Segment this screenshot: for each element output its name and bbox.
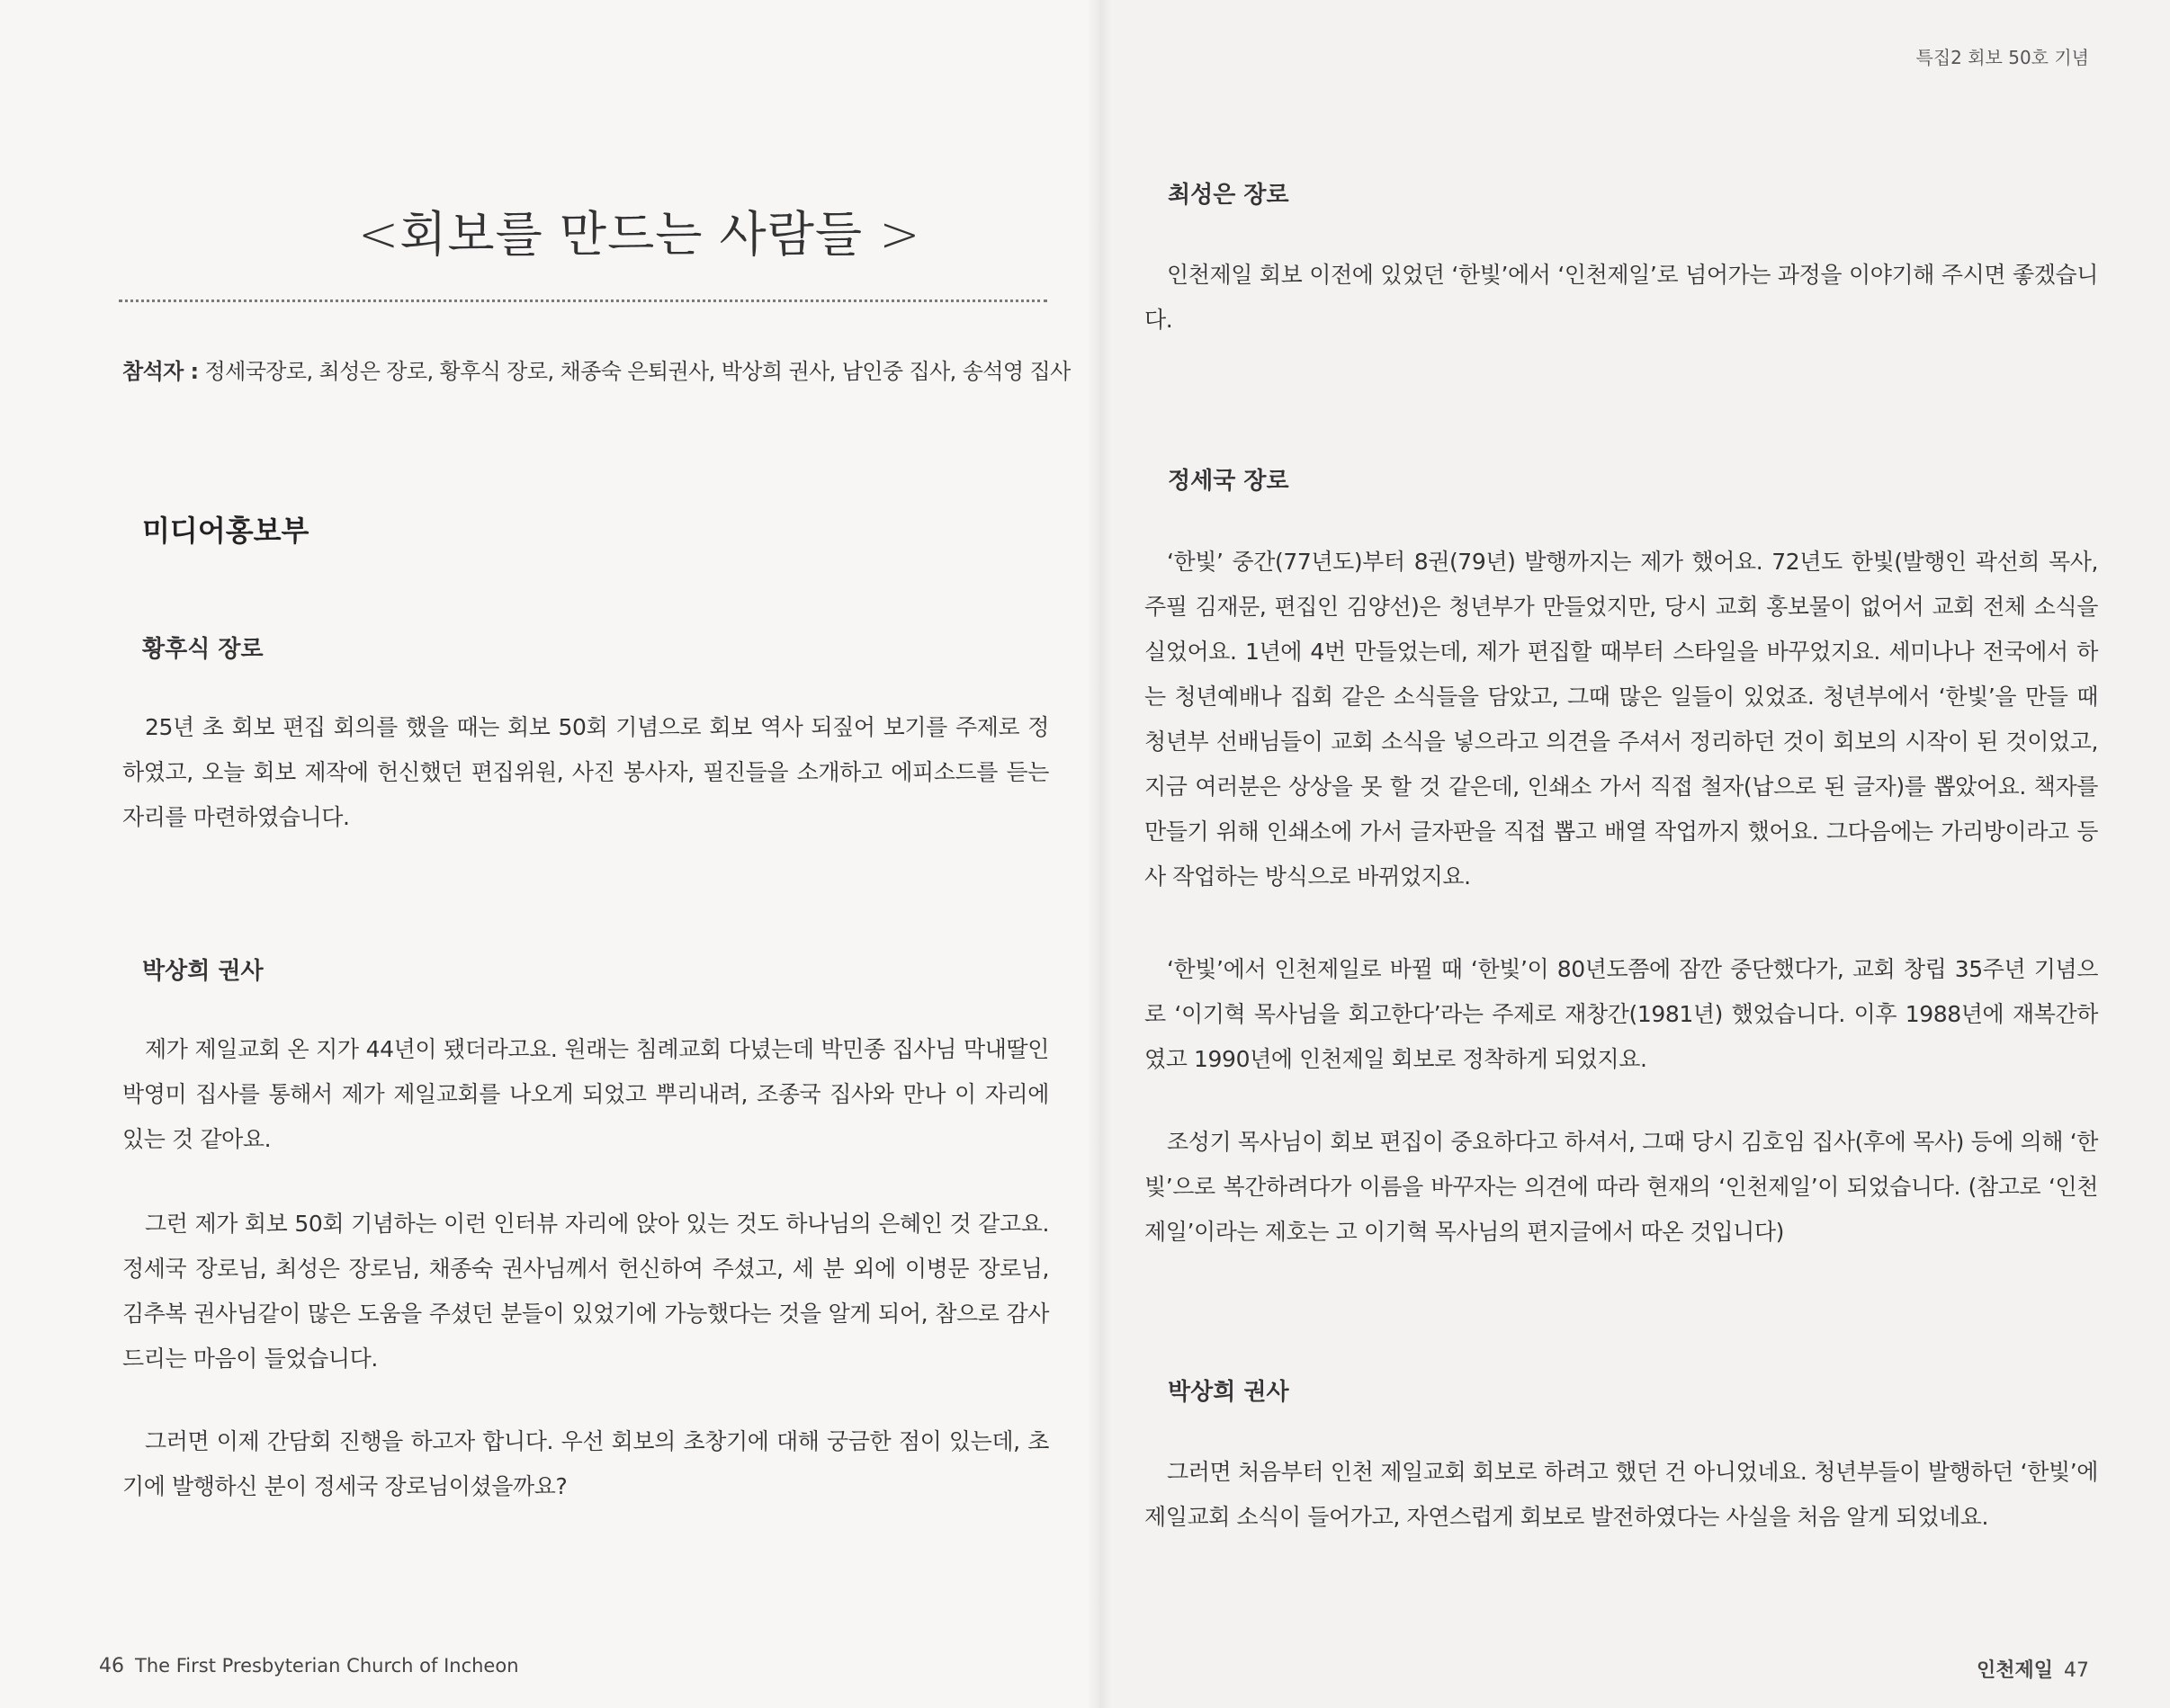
book-gutter (1087, 0, 1112, 1708)
paragraph: 인천제일 회보 이전에 있었던 ‘한빛’에서 ‘인천제일’로 넘어가는 과정을 이야기해 주시면 좋겠습니다. (1144, 262, 2098, 333)
speaker-name: 정세국 장로 (1168, 468, 1289, 495)
section-title: 미디어홍보부 (142, 514, 309, 548)
right-footer (1977, 1655, 2089, 1683)
page-title: <회보를 만드는 사람들 > (358, 206, 921, 263)
paragraph: 조성기 목사님이 회보 편집이 중요하다고 하셔서, 그때 당시 김호임 집사(후에 목사) 등에 의해 ‘한빛’으로 복간하려다가 이름을 바꾸자는 의견에 따라 현재의 ‘인천제일’이 되었습니다. (참고로 ‘인천제일’이라는 제호는 고 이기혁 목사님의 편지글에서 따온 것입니다) (1144, 1129, 2098, 1245)
footer-text: The First Presbyterian Church of Incheon (135, 1655, 519, 1677)
paragraph: ‘한빛’에서 인천제일로 바뀔 때 ‘한빛’이 80년도쯤에 잠깐 중단했다가, 교회 창립 35주년 기념으로 ‘이기혁 목사님을 회고한다’라는 주제로 재창간(1981년) 했었습니다. 이후 1988년에 재복간하였고 1990년에 인천제일 회보로 정착하게 되었지요. (1144, 956, 2098, 1072)
paragraph: ‘한빛’ 중간(77년도)부터 8권(79년) 발행까지는 제가 했어요. 72년도 한빛(발행인 곽선희 목사, 주필 김재문, 편집인 김양선)은 청년부가 만들었지만, 당시 교회 홍보물이 없어서 교회 전체 소식을 실었어요. 1년에 4번 만들었는데, 제가 편집할 때부터 스타일을 바꾸었지요. 세미나나 전국에서 하는 청년예배나 집회 같은 소식들을 담았고, 그때 많은 일들이 있었죠. 청년부에서 ‘한빛’을 만들 때 청년부 선배님들이 교회 소식을 넣으라고 의견을 주셔서 정리하던 것이 회보의 시작이 된 것이었고, 지금 여러분은 상상을 못 할 것 같은데, 인쇄소 가서 직접 철자(납으로 된 글자)를 뽑았어요. 책자를 만들기 위해 인쇄소에 가서 글자판을 직접 뽑고 배열 작업까지 했어요. 그다음에는 가리방이라고 등사 작업하는 방식으로 바뀌었지요. (1144, 549, 2098, 890)
speaker-name: 박상희 권사 (142, 958, 264, 985)
page-number: 47 (2064, 1659, 2089, 1682)
speaker-name: 박상희 권사 (1168, 1379, 1289, 1406)
running-header: 특집2 회보 50호 기념 (1915, 47, 2089, 68)
attendees-line (122, 353, 1071, 385)
left-footer (99, 1655, 519, 1677)
page-number: 46 (99, 1655, 124, 1677)
attendees-list: 정세국장로, 최성은 장로, 황후식 장로, 채종숙 은퇴권사, 박상희 권사, 남인중 집사, 송석영 집사 (204, 359, 1071, 384)
paragraph: 그러면 처음부터 인천 제일교회 회보로 하려고 했던 건 아니었네요. 청년부들이 발행하던 ‘한빛’에 제일교회 소식이 들어가고, 자연스럽게 회보로 발전하였다는 사실을 처음 알게 되었네요. (1144, 1459, 2098, 1530)
paragraph: 그러면 이제 간담회 진행을 하고자 합니다. 우선 회보의 초창기에 대해 궁금한 점이 있는데, 초기에 발행하신 분이 정세국 장로님이셨을까요? (122, 1428, 1049, 1499)
magazine-name: 인천제일 (1976, 1659, 2053, 1682)
paragraph: 25년 초 회보 편집 회의를 했을 때는 회보 50회 기념으로 회보 역사 되짚어 보기를 주제로 정하였고, 오늘 회보 제작에 헌신했던 편집위원, 사진 봉사자, 필진들을 소개하고 에피소드를 듣는 자리를 마련하였습니다. (122, 714, 1049, 830)
right-page (1099, 0, 2170, 1708)
speaker-name: 황후식 장로 (142, 636, 264, 663)
speaker-name: 최성은 장로 (1168, 182, 1289, 209)
attendees-label: 참석자 : (122, 359, 199, 384)
paragraph: 제가 제일교회 온 지가 44년이 됐더라고요. 원래는 침례교회 다녔는데 박민종 집사님 막내딸인 박영미 집사를 통해서 제가 제일교회를 나오게 되었고 뿌리내려, 조종국 집사와 만나 이 자리에 있는 것 같아요. (122, 1036, 1049, 1152)
title-divider (119, 300, 1047, 302)
paragraph: 그런 제가 회보 50회 기념하는 이런 인터뷰 자리에 앉아 있는 것도 하나님의 은혜인 것 같고요. 정세국 장로님, 최성은 장로님, 채종숙 권사님께서 헌신하여 주셨고, 세 분 외에 이병문 장로님, 김추복 권사님같이 많은 도움을 주셨던 분들이 있었기에 가능했다는 것을 알게 되어, 참으로 감사드리는 마음이 들었습니다. (122, 1211, 1049, 1372)
